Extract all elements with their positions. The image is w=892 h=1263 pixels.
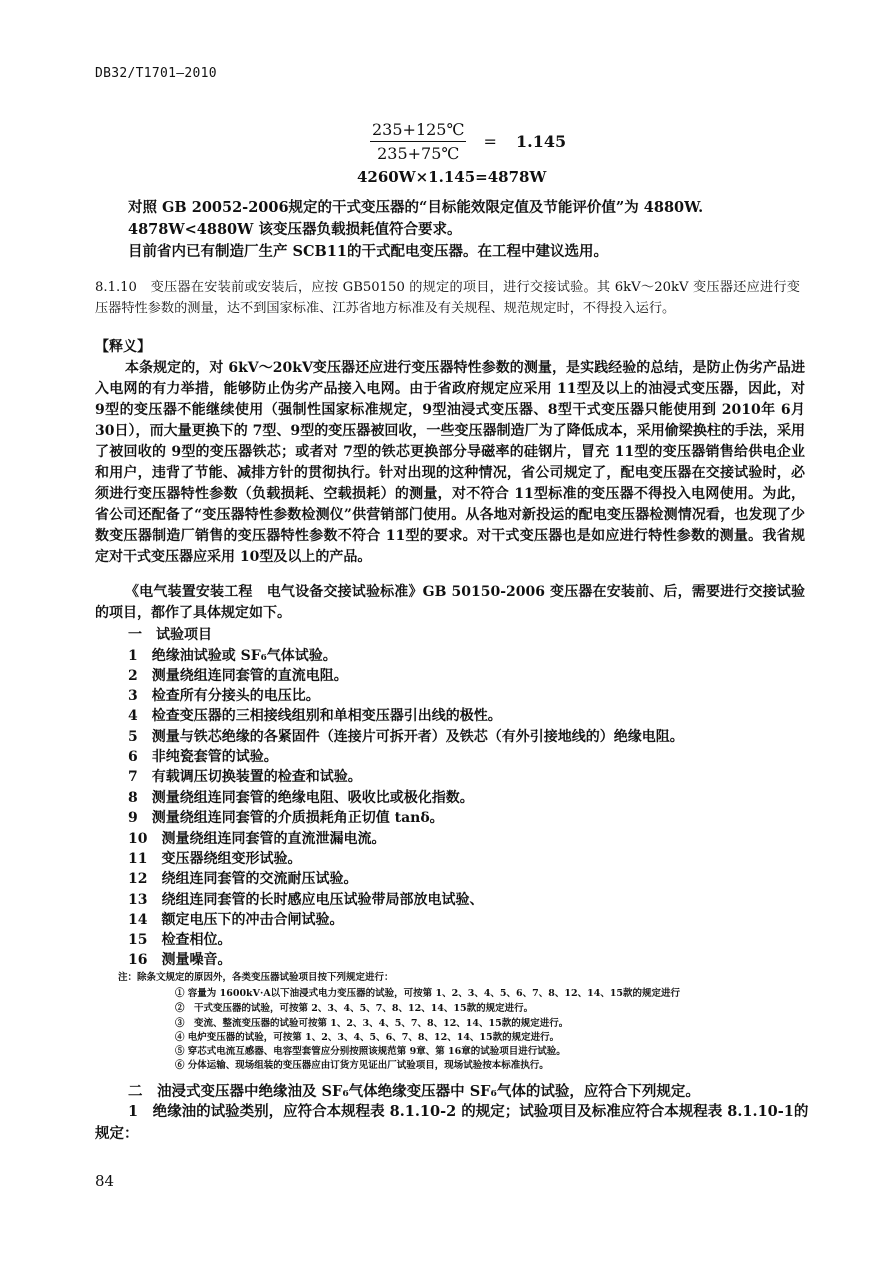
list-item: 12 绕组连同套管的交流耐压试验。 xyxy=(128,871,358,887)
list-item: 7 有载调压切换装置的检查和试验。 xyxy=(128,769,362,785)
explain-paragraph-2: 《电气装置安装工程 电气设备交接试验标准》GB 50150-2006 变压器在安装前、后，需要进行交接试验的项目，都作了具体规定如下。 xyxy=(95,584,805,621)
list-item: 10 测量绕组连同套管的直流泄漏电流。 xyxy=(128,831,386,847)
items-heading: 一 试验项目 xyxy=(128,627,212,643)
page-number: 84 xyxy=(95,1172,115,1190)
list-item: 3 检查所有分接头的电压比。 xyxy=(128,688,320,704)
fraction xyxy=(370,120,466,163)
list-item: 15 检查相位。 xyxy=(128,932,232,948)
note-item: ③ 变流、整流变压器的试验可按第 1、2、3、4、5、7、8、12、14、15款的规定进行。 xyxy=(175,1018,569,1029)
clause-8-1-10: 8.1.10 变压器在安装前或安装后，应按 GB50150 的规定的项目，进行交接试验。其 6kV～20kV 变压器还应进行变压器特性参数的测量，达不到国家标准、江苏省地方标准及有关规程、规范规定时，不得投入运行。 xyxy=(95,280,800,316)
document-code: DB32/T1701—2010 xyxy=(95,66,217,81)
bold-line-1: 对照 GB 20052-2006规定的干式变压器的“目标能效限定值及节能评价值”为 4880W. xyxy=(128,199,704,216)
formula xyxy=(370,120,566,163)
bold-line-3: 目前省内已有制造厂生产 SCB11的干式配电变压器。在工程中建议选用。 xyxy=(128,243,608,260)
note-item: ⑥ 分体运输、现场组装的变压器应由订货方见证出厂试验项目，现场试验按本标准执行。 xyxy=(175,1060,549,1071)
list-item: 5 测量与铁芯绝缘的各紧固件（连接片可拆开者）及铁芯（有外引接地线的）绝缘电阻。 xyxy=(128,729,684,745)
section-2-line-1: 1 绝缘油的试验类别，应符合本规程表 8.1.10-2 的规定；试验项目及标准应符合本规程表 8.1.10-1的规定： xyxy=(95,1103,809,1142)
list-item: 6 非纯瓷套管的试验。 xyxy=(128,749,278,765)
list-item: 1 绝缘油试验或 SF₆气体试验。 xyxy=(128,648,337,664)
list-item: 14 额定电压下的冲击合闸试验。 xyxy=(128,912,344,928)
list-item: 2 测量绕组连同套管的直流电阻。 xyxy=(128,668,348,684)
formula-calc: 4260W×1.145=4878W xyxy=(357,168,547,186)
explain-paragraph-1: 本条规定的，对 6kV～20kV变压器还应进行变压器特性参数的测量，是实践经验的总结，是防止伪劣产品进入电网的有力举措，能够防止伪劣产品接入电网。由于省政府规定应采用 11型及以上的油浸式变压器，因此，对 9型的变压器不能继续使用（强制性国家标准规定，9型油浸式变压器、8型干式变压器只能使用到 2010年 6月 30日），而大量更换下的 7型、9型的变压器被回收，一些变压器制造厂为了降低成本，采用偷梁换柱的手法，采用了被回收的 9型的变压器铁芯；或者对 7型的铁芯更换部分导磁率的硅钢片，冒充 11型的变压器销售给供电企业和用户，违背了节能、减排方针的贯彻执行。针对出现的这种情况，省公司规定了，配电变压器在交接试验时，必须进行变压器特性参数（负载损耗、空载损耗）的测量，对不符合 11型标准的变压器不得投入电网使用。为此，省公司还配备了“变压器特性参数检测仪”供营销部门使用。从各地对新投运的配电变压器检测情况看，也发现了少数变压器制造厂销售的变压器特性参数不符合 11型的要求。对干式变压器也是如应进行特性参数的测量。我省规定对干式变压器应采用 10型及以上的产品。 xyxy=(95,360,805,565)
note-item: ⑤ 穿芯式电流互感器、电容型套管应分别按照该规范第 9章、第 16章的试验项目进行试验。 xyxy=(175,1046,566,1057)
explain-heading: 【释义】 xyxy=(95,339,151,355)
fraction-denominator: 235+75℃ xyxy=(377,144,460,163)
list-item: 4 检查变压器的三相接线组别和单相变压器引出线的极性。 xyxy=(128,708,502,724)
list-item: 9 测量绕组连同套管的介质损耗角正切值 tanδ。 xyxy=(128,810,444,826)
notes-intro: 注：除条文规定的原因外，各类变压器试验项目按下列规定进行： xyxy=(118,972,394,983)
list-item: 11 变压器绕组变形试验。 xyxy=(128,851,302,867)
equals-sign: = xyxy=(483,132,497,151)
note-item: ④ 电炉变压器的试验，可按第 1、2、3、4、5、6、7、8、12、14、15款的规定进行。 xyxy=(175,1032,560,1043)
list-item: 13 绕组连同套管的长时感应电压试验带局部放电试验、 xyxy=(128,892,484,908)
section-2-title: 二 油浸式变压器中绝缘油及 SF₆气体绝缘变压器中 SF₆气体的试验，应符合下列规定。 xyxy=(128,1083,700,1100)
list-item: 8 测量绕组连同套管的绝缘电阻、吸收比或极化指数。 xyxy=(128,790,474,806)
note-item: ② 干式变压器的试验，可按第 2、3、4、5、7、8、12、14、15款的规定进行。 xyxy=(175,1003,534,1014)
note-item: ① 容量为 1600kV·A以下油浸式电力变压器的试验，可按第 1、2、3、4、5、6、7、8、12、14、15款的规定进行 xyxy=(175,988,681,999)
fraction-numerator: 235+125℃ xyxy=(370,120,466,142)
list-item: 16 测量噪音。 xyxy=(128,952,232,968)
bold-line-2: 4878W<4880W 该变压器负载损耗值符合要求。 xyxy=(128,221,462,238)
formula-result: 1.145 xyxy=(515,132,567,151)
